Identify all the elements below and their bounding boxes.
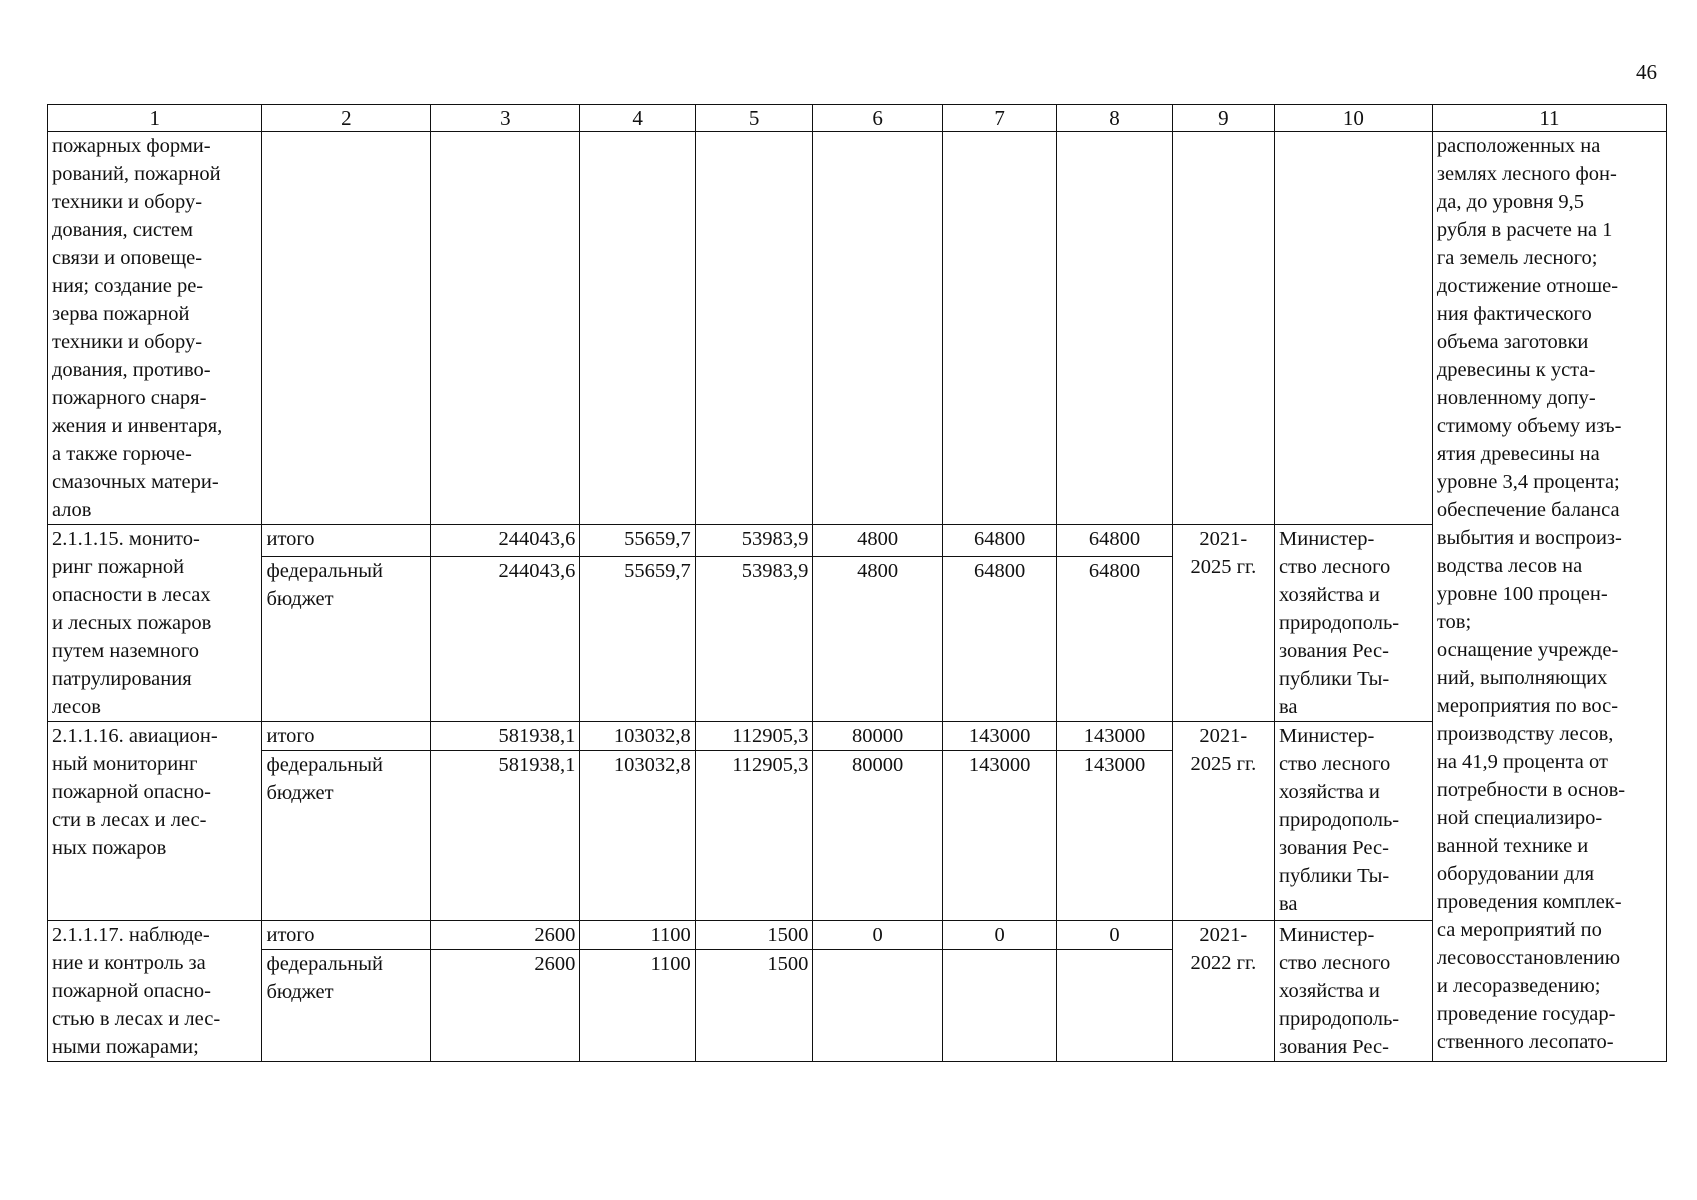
amount-2024: 143000: [942, 722, 1056, 751]
amount-total: 581938,1: [431, 751, 580, 921]
funding-source-total: итого: [262, 921, 431, 950]
amount-2025: 64800: [1057, 525, 1172, 557]
amount-2025: 143000: [1057, 751, 1172, 921]
responsible-executor: Министер- ство лесного хозяйства и природополь- зования Рес- публики Ты- ва: [1275, 722, 1433, 921]
amount-2021: 55659,7: [580, 525, 695, 557]
amount-2024: [942, 950, 1056, 1062]
column-number: 2: [262, 105, 431, 132]
column-number-row: [48, 105, 1667, 132]
amount-2022: 53983,9: [695, 525, 813, 557]
amount-2022: 1500: [695, 950, 813, 1062]
amount-2023: [813, 950, 943, 1062]
page-number: 46: [1636, 60, 1657, 84]
amount-2025: 0: [1057, 921, 1172, 950]
table-row: [48, 921, 1667, 950]
table-row: [48, 525, 1667, 557]
amount-2022: 112905,3: [695, 722, 813, 751]
amount-total: 2600: [431, 921, 580, 950]
column-number: 1: [48, 105, 262, 132]
column-number: 8: [1057, 105, 1172, 132]
amount-total: 581938,1: [431, 722, 580, 751]
amount-total: 244043,6: [431, 525, 580, 557]
amount-total: 2600: [431, 950, 580, 1062]
amount-2021: 55659,7: [580, 556, 695, 721]
amount-2024: 64800: [942, 556, 1056, 721]
amount-2022: 1500: [695, 921, 813, 950]
implementation-period: 2021- 2022 гг.: [1172, 921, 1274, 1062]
amount-2024: 64800: [942, 525, 1056, 557]
column-number: 9: [1172, 105, 1274, 132]
amount-2025: 143000: [1057, 722, 1172, 751]
funding-source-federal: федеральный бюджет: [262, 751, 431, 921]
funding-source-federal: федеральный бюджет: [262, 950, 431, 1062]
measure-title: 2.1.1.15. монито- ринг пожарной опасности в лесах и лесных пожаров путем наземного патрулирования лесов: [48, 525, 262, 722]
column-number: 11: [1432, 105, 1666, 132]
amount-total: 244043,6: [431, 556, 580, 721]
amount-2023: 4800: [813, 525, 943, 557]
table-row: [48, 722, 1667, 751]
amount-2021: 103032,8: [580, 751, 695, 921]
column-number: 3: [431, 105, 580, 132]
continuation-description: пожарных форми- рований, пожарной техники и обору- дования, систем связи и оповеще- ния; создание ре- зерва пожарной техники и обору- дования, противо- пожарного снаря- жения и инвентаря, а также горюче- смазочных матери- алов: [48, 132, 262, 525]
implementation-period: 2021- 2025 гг.: [1172, 525, 1274, 722]
column-number: 4: [580, 105, 695, 132]
amount-2021: 1100: [580, 921, 695, 950]
responsible-executor: Министер- ство лесного хозяйства и природополь- зования Рес-: [1275, 921, 1433, 1062]
amount-2025: 64800: [1057, 556, 1172, 721]
column-number: 7: [942, 105, 1056, 132]
continuation-row: [48, 132, 1667, 525]
responsible-executor: Министер- ство лесного хозяйства и природополь- зования Рес- публики Ты- ва: [1275, 525, 1433, 722]
amount-2023: 4800: [813, 556, 943, 721]
implementation-period: 2021- 2025 гг.: [1172, 722, 1274, 921]
amount-2021: 1100: [580, 950, 695, 1062]
column-number: 10: [1275, 105, 1433, 132]
funding-source-total: итого: [262, 525, 431, 557]
amount-2023: 80000: [813, 751, 943, 921]
amount-2024: 0: [942, 921, 1056, 950]
amount-2023: 0: [813, 921, 943, 950]
amount-2025: [1057, 950, 1172, 1062]
funding-source-federal: федеральный бюджет: [262, 556, 431, 721]
amount-2021: 103032,8: [580, 722, 695, 751]
amount-2024: 143000: [942, 751, 1056, 921]
target-indicators: расположенных на землях лесного фон- да, до уровня 9,5 рубля в расчете на 1 га земель лесного; достижение отноше- ния фактического объема заготовки древесины к уста- новленному допу- стимому объему изъ- ятия древесины на уровне 3,4 процента; обеспечение баланса выбытия и воспроиз- водства лесов на уровне 100 процен- тов; оснащение учрежде- ний, выполняющих мероприятия по вос- производству лесов, на 41,9 процента от потребности в основ- ной специализиро- ванной технике и оборудовании для проведения комплек- са мероприятий по лесовосстановлению и лесоразведению; проведение государ- ственного лесопато-: [1432, 132, 1666, 1062]
amount-2022: 112905,3: [695, 751, 813, 921]
column-number: 6: [813, 105, 943, 132]
amount-2022: 53983,9: [695, 556, 813, 721]
program-table: [47, 104, 1667, 1062]
measure-title: 2.1.1.16. авиацион- ный мониторинг пожарной опасно- сти в лесах и лес- ных пожаров: [48, 722, 262, 921]
funding-source-total: итого: [262, 722, 431, 751]
measure-title: 2.1.1.17. наблюде- ние и контроль за пожарной опасно- стью в лесах и лес- ными пожарами;: [48, 921, 262, 1062]
column-number: 5: [695, 105, 813, 132]
amount-2023: 80000: [813, 722, 943, 751]
